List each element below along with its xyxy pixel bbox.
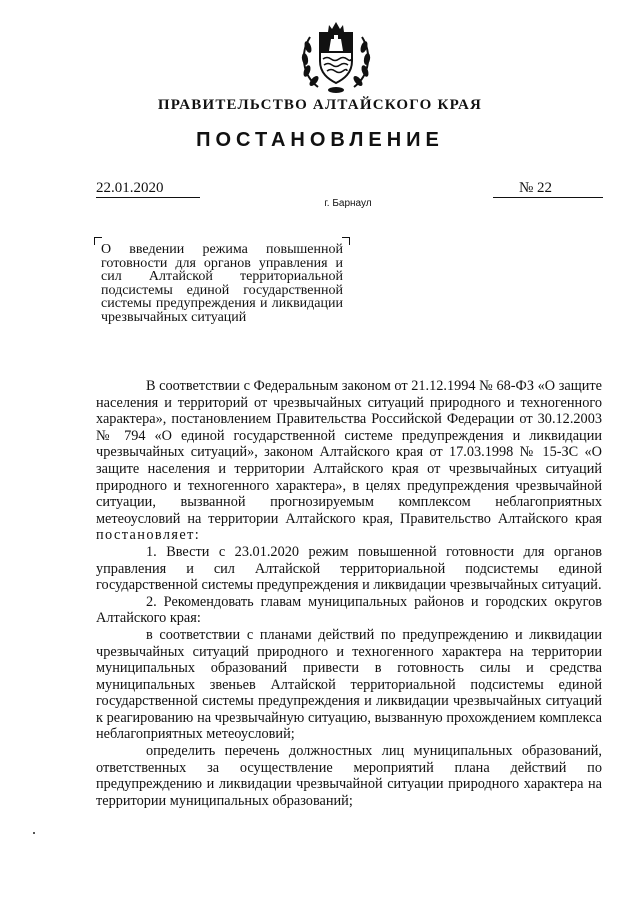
document-date: 22.01.2020 [96, 180, 200, 198]
document-subject: О введении режима повышенной готовности для органов управления и сил Алтайской территориальной подсистемы единой государственной системы предупреждения и ликвидации чрезвычайных ситуаций [101, 242, 343, 325]
item-1-paragraph: 1. Ввести с 23.01.2020 режим повышенной готовности для органов управления и сил Алтайской территориальной подсистемы единой государственной системы предупреждения и ликвидации чрезвычайных ситуаций. [96, 543, 602, 594]
organization-name: ПРАВИТЕЛЬСТВО АЛТАЙСКОГО КРАЯ [157, 97, 483, 113]
document-body [96, 378, 602, 809]
decision-word: постановляет: [96, 527, 201, 544]
preamble-paragraph [96, 378, 602, 544]
altai-krai-coat-of-arms-icon [296, 17, 376, 97]
document-place: г. Барнаул [324, 198, 372, 209]
preamble-text: В соответствии с Федеральным законом от 21.12.1994 № 68-ФЗ «О защите населения и территорий от чрезвычайных ситуаций природного и техногенного характера», постановлением Правительства Российской Федерации от 30.12.2003 № 794 «О единой государственной системе предупреждения и ликвидации чрезвычайных ситуаций», законом Алтайского края от 17.03.1998 № 15-ЗС «О защите населения и территории Алтайского края от чрезвычайных ситуаций природного и техногенного характера», в целях предупреждения чрезвычайной ситуации, вызванной прогнозируемым комплексом неблагоприятных метеоусловий на территории Алтайского края, Правительство Алтайского края [96, 378, 602, 527]
item-2-subparagraph-1: в соответствии с планами действий по предупреждению и ликвидации чрезвычайных ситуаций природного и техногенного характера на территории муниципальных образований привести в готовность силы и средства муниципальных звеньев Алтайской территориальной подсистемы единой государственной системы предупреждения и ликвидации чрезвычайных ситуаций к реагированию на чрезвычайную ситуацию, вызванную прохождением комплекса неблагоприятных метеоусловий; [96, 626, 602, 743]
item-2-paragraph: 2. Рекомендовать главам муниципальных районов и городских округов Алтайского края: [96, 593, 602, 627]
margin-mark [33, 832, 35, 834]
document-number: № 22 [493, 180, 603, 198]
subject-bracket-right [342, 237, 350, 245]
item-2-subparagraph-2: определить перечень должностных лиц муниципальных образований, ответственных за осуществление мероприятий плана действий по предупреждению и ликвидации чрезвычайной ситуации природного характера на территории муниципальных образований; [96, 743, 602, 809]
document-type: ПОСТАНОВЛЕНИЕ [196, 129, 444, 151]
